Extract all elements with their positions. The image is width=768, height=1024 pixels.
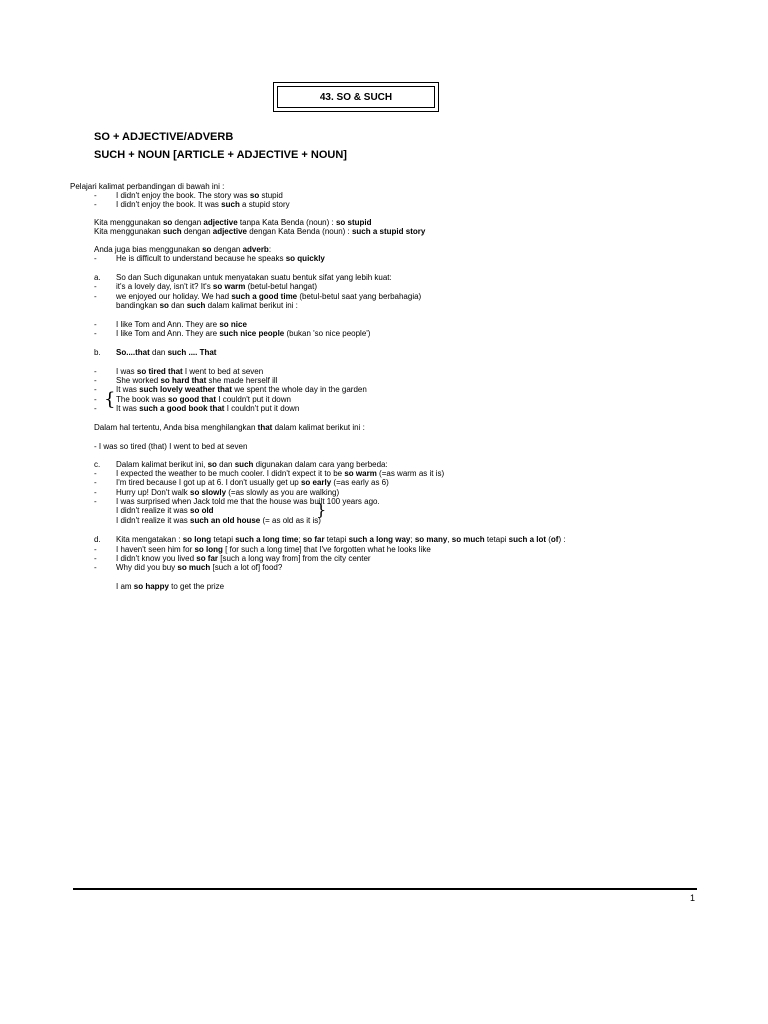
text-span: ; bbox=[298, 535, 303, 544]
text-span: we spent the whole day in the garden bbox=[232, 385, 367, 394]
text-span: we enjoyed our holiday. We had bbox=[116, 292, 232, 301]
text-line bbox=[116, 191, 283, 200]
bold-text: so stupid bbox=[335, 218, 372, 227]
text-span: I didn't enjoy the book. The story was bbox=[116, 191, 250, 200]
text-line bbox=[116, 292, 421, 301]
bullet-dash: - bbox=[94, 282, 97, 291]
text-span: The book was bbox=[116, 395, 169, 404]
text-span: So dan Such digunakan untuk menyatakan suatu bentuk sifat yang lebih kuat: bbox=[116, 273, 392, 282]
text-span: to get the prize bbox=[168, 582, 225, 591]
text-span: tetapi bbox=[324, 535, 349, 544]
text-span: I couldn't put it down bbox=[224, 404, 300, 413]
text-span: dalam kalimat berikut ini : bbox=[272, 423, 365, 432]
bold-text: so old bbox=[190, 506, 214, 515]
text-span: (=as warm as it is) bbox=[376, 469, 445, 478]
bold-text: adverb bbox=[242, 245, 269, 254]
text-line bbox=[116, 506, 214, 515]
section-label: b. bbox=[94, 348, 101, 357]
bullet-dash: - bbox=[94, 395, 97, 404]
text-span: Why did you buy bbox=[116, 563, 178, 572]
text-line bbox=[116, 497, 380, 506]
text-span: It was bbox=[116, 385, 140, 394]
text-span: dalam kalimat berikut ini : bbox=[205, 301, 298, 310]
bold-text: so happy bbox=[133, 582, 169, 591]
text-span: dan bbox=[168, 301, 187, 310]
text-line bbox=[116, 367, 263, 376]
bold-text: so bbox=[162, 218, 173, 227]
text-span: (betul-betul hangat) bbox=[245, 282, 317, 291]
text-span: Anda juga bias menggunakan bbox=[94, 245, 203, 254]
bold-text: such an old house bbox=[190, 516, 261, 525]
bold-text: adjective bbox=[212, 227, 247, 236]
bold-text: so long bbox=[194, 545, 223, 554]
bold-text: such lovely weather that bbox=[139, 385, 233, 394]
text-line bbox=[116, 320, 247, 329]
text-span: I expected the weather to be much cooler. I didn't expect it to be bbox=[116, 469, 345, 478]
text-span: I couldn't put it down bbox=[216, 395, 291, 404]
bold-text: such a lot bbox=[508, 535, 547, 544]
text-line bbox=[94, 423, 365, 432]
bold-text: so hard that bbox=[160, 376, 207, 385]
text-span: Kita menggunakan bbox=[94, 227, 163, 236]
text-line bbox=[70, 182, 224, 191]
text-span: dan bbox=[149, 348, 168, 357]
text-span: ; bbox=[410, 535, 415, 544]
bold-text: so bbox=[249, 191, 260, 200]
text-span: [such a lot of] food? bbox=[210, 563, 283, 572]
text-span: [ for such a long time] that I've forgotten what he looks like bbox=[222, 545, 431, 554]
text-line bbox=[116, 535, 566, 544]
bullet-dash: - bbox=[94, 200, 97, 209]
text-span: tanpa Kata Benda (noun) : bbox=[237, 218, 336, 227]
text-span: she made herself ill bbox=[206, 376, 278, 385]
text-span: I like Tom and Ann. They are bbox=[116, 329, 220, 338]
bullet-dash: - bbox=[94, 320, 97, 329]
text-line bbox=[94, 227, 425, 236]
text-span: ( bbox=[546, 535, 551, 544]
brace-mark: { bbox=[104, 389, 116, 410]
text-span: I haven't seen him for bbox=[116, 545, 195, 554]
bullet-dash: - bbox=[94, 478, 97, 487]
text-line bbox=[116, 254, 325, 263]
bold-text: that bbox=[257, 423, 273, 432]
text-line bbox=[116, 554, 371, 563]
bold-text: such a good time bbox=[231, 292, 298, 301]
heading-so: SO + ADJECTIVE/ADVERB bbox=[94, 131, 234, 143]
page-number: 1 bbox=[690, 893, 696, 903]
brace-mark-2: { bbox=[316, 502, 327, 521]
bold-text: of bbox=[550, 535, 559, 544]
bold-text: so warm bbox=[344, 469, 377, 478]
text-span: He is difficult to understand because he speaks bbox=[116, 254, 286, 263]
bold-text: so much bbox=[451, 535, 485, 544]
text-line bbox=[116, 469, 444, 478]
section-label: a. bbox=[94, 273, 101, 282]
text-span: dengan bbox=[181, 227, 213, 236]
bullet-dash: - bbox=[94, 254, 97, 263]
bullet-dash: - bbox=[94, 385, 97, 394]
text-span: She worked bbox=[116, 376, 161, 385]
section-label: d. bbox=[94, 535, 101, 544]
text-span: (=as early as 6) bbox=[331, 478, 389, 487]
bold-text: so tired that bbox=[136, 367, 183, 376]
text-line bbox=[116, 478, 389, 487]
bold-text: such bbox=[162, 227, 182, 236]
text-span: ) : bbox=[558, 535, 566, 544]
bold-text: such .... That bbox=[167, 348, 217, 357]
text-span: I'm tired because I got up at 6. I don't usually get up bbox=[116, 478, 301, 487]
text-line bbox=[116, 273, 392, 282]
bold-text: so far bbox=[196, 554, 219, 563]
bullet-dash: - bbox=[94, 367, 97, 376]
text-span: Dalam kalimat berikut ini, bbox=[116, 460, 208, 469]
text-span: I didn't enjoy the book. It was bbox=[116, 200, 222, 209]
text-line bbox=[94, 442, 247, 451]
text-line bbox=[116, 460, 388, 469]
text-line bbox=[116, 563, 282, 572]
text-span: tetapi bbox=[211, 535, 236, 544]
bullet-dash: - bbox=[94, 191, 97, 200]
text-line bbox=[94, 245, 271, 254]
bold-text: such a stupid story bbox=[351, 227, 426, 236]
text-line bbox=[116, 516, 321, 525]
bold-text: so long bbox=[182, 535, 212, 544]
text-span: I like Tom and Ann. They are bbox=[116, 320, 220, 329]
text-span: I was bbox=[116, 367, 137, 376]
text-span: tetapi bbox=[484, 535, 509, 544]
footer-rule bbox=[73, 888, 697, 890]
text-line bbox=[116, 545, 431, 554]
text-span: (bukan 'so nice people') bbox=[284, 329, 371, 338]
section-label: c. bbox=[94, 460, 101, 469]
text-line bbox=[116, 385, 367, 394]
text-span: [such a long way from] from the city center bbox=[218, 554, 371, 563]
text-span: I didn't realize it was bbox=[116, 506, 191, 515]
text-line bbox=[116, 395, 291, 404]
bold-text: such bbox=[234, 460, 254, 469]
text-span: Pelajari kalimat perbandingan di bawah ini : bbox=[70, 182, 225, 191]
bold-text: so slowly bbox=[190, 488, 227, 497]
bold-text: so bbox=[159, 301, 169, 310]
text-span: dengan bbox=[172, 218, 204, 227]
bullet-dash: - bbox=[94, 292, 97, 301]
bold-text: so far bbox=[302, 535, 325, 544]
bold-text: so quickly bbox=[285, 254, 325, 263]
text-span: stupid bbox=[259, 191, 283, 200]
bold-text: so bbox=[202, 245, 212, 254]
bullet-dash: - bbox=[94, 563, 97, 572]
text-span: I went to bed at seven bbox=[182, 367, 264, 376]
bold-text: such bbox=[186, 301, 206, 310]
bold-text: so bbox=[207, 460, 217, 469]
heading-such: SUCH + NOUN [ARTICLE + ADJECTIVE + NOUN] bbox=[94, 149, 347, 161]
text-span: I didn't realize it was bbox=[116, 516, 191, 525]
text-span: Dalam hal tertentu, Anda bisa menghilangkan bbox=[94, 423, 258, 432]
text-line bbox=[116, 404, 299, 413]
text-line bbox=[116, 200, 290, 209]
text-span: dan bbox=[216, 460, 235, 469]
bullet-dash: - bbox=[94, 469, 97, 478]
bold-text: such bbox=[221, 200, 240, 209]
text-span: I didn't know you lived bbox=[116, 554, 197, 563]
bold-text: so many bbox=[414, 535, 448, 544]
bullet-dash: - bbox=[94, 497, 97, 506]
bullet-dash: - bbox=[94, 488, 97, 497]
text-span: : bbox=[268, 245, 272, 254]
text-span: a stupid story bbox=[239, 200, 290, 209]
bold-text: such nice people bbox=[219, 329, 285, 338]
bold-text: so warm bbox=[212, 282, 246, 291]
text-line bbox=[116, 329, 370, 338]
text-span: , bbox=[447, 535, 452, 544]
text-span: digunakan dalam cara yang berbeda: bbox=[253, 460, 388, 469]
text-span: (=as slowly as you are walking) bbox=[226, 488, 340, 497]
text-line bbox=[94, 218, 372, 227]
bold-text: adjective bbox=[203, 218, 238, 227]
title-box bbox=[273, 82, 439, 112]
text-span: Hurry up! Don't walk bbox=[116, 488, 190, 497]
bold-text: such a long way bbox=[348, 535, 411, 544]
text-span: dengan Kata Benda (noun) : bbox=[247, 227, 352, 236]
text-span: (= as old as it is) bbox=[260, 516, 321, 525]
text-span: bandingkan bbox=[116, 301, 160, 310]
text-line bbox=[116, 282, 317, 291]
text-line bbox=[116, 376, 277, 385]
bullet-dash: - bbox=[94, 404, 97, 413]
bullet-dash: - bbox=[94, 376, 97, 385]
bold-text: so good that bbox=[168, 395, 217, 404]
text-line bbox=[116, 348, 216, 357]
bold-text: So....that bbox=[116, 348, 150, 357]
text-span: dengan bbox=[211, 245, 243, 254]
bullet-dash: - bbox=[94, 329, 97, 338]
text-line bbox=[116, 301, 298, 310]
bold-text: so early bbox=[300, 478, 332, 487]
bold-text: so nice bbox=[219, 320, 247, 329]
text-span: Kita mengatakan : bbox=[116, 535, 183, 544]
text-span: Kita menggunakan bbox=[94, 218, 163, 227]
text-line bbox=[116, 488, 339, 497]
bullet-dash: - bbox=[94, 545, 97, 554]
text-span: I was surprised when Jack told me that the house was built 100 years ago. bbox=[116, 497, 380, 506]
bullet-dash: - bbox=[94, 554, 97, 563]
bold-text: so much bbox=[177, 563, 211, 572]
page-title: 43. SO & SUCH bbox=[277, 86, 435, 108]
text-line bbox=[116, 582, 224, 591]
text-span: it's a lovely day, isn't it? It's bbox=[116, 282, 213, 291]
text-span: I am bbox=[116, 582, 134, 591]
bold-text: such a long time bbox=[235, 535, 299, 544]
bold-text: such a good book that bbox=[139, 404, 225, 413]
text-span: (betul-betul saat yang berbahagia) bbox=[297, 292, 422, 301]
text-span: It was bbox=[116, 404, 140, 413]
text-span: - I was so tired (that) I went to bed at seven bbox=[94, 442, 248, 451]
